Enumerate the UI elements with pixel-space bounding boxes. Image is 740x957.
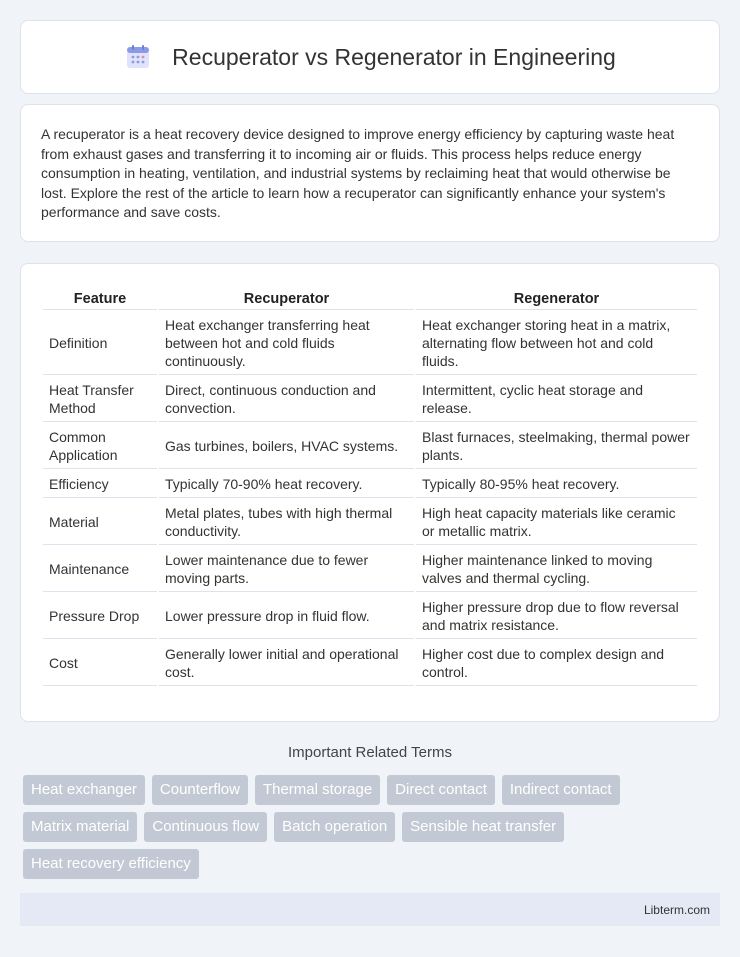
comparison-table: [41, 284, 699, 688]
header-regenerator: Regenerator: [416, 286, 697, 310]
header-feature: Feature: [43, 286, 157, 310]
cell-feature: Material: [43, 500, 157, 545]
cell-feature: Efficiency: [43, 471, 157, 498]
cell-regenerator: Typically 80-95% heat recovery.: [416, 471, 697, 498]
cell-feature: Maintenance: [43, 547, 157, 592]
cell-recuperator: Lower maintenance due to fewer moving parts.: [159, 547, 414, 592]
cell-regenerator: Higher pressure drop due to flow reversal and matrix resistance.: [416, 594, 697, 639]
footer: [20, 893, 720, 926]
cell-recuperator: Metal plates, tubes with high thermal conductivity.: [159, 500, 414, 545]
table-row: [43, 594, 697, 639]
cell-feature: Cost: [43, 641, 157, 686]
cell-regenerator: Blast furnaces, steelmaking, thermal power plants.: [416, 424, 697, 469]
cell-recuperator: Lower pressure drop in fluid flow.: [159, 594, 414, 639]
table-row: [43, 547, 697, 592]
cell-feature: Pressure Drop: [43, 594, 157, 639]
related-term-tag[interactable]: Heat exchanger: [23, 775, 145, 805]
page-title: Recuperator vs Regenerator in Engineering: [172, 43, 616, 70]
table-header-row: [43, 286, 697, 310]
table-row: [43, 641, 697, 686]
cell-recuperator: Heat exchanger transferring heat between hot and cold fluids continuously.: [159, 312, 414, 375]
related-term-tag[interactable]: Thermal storage: [255, 775, 380, 805]
cell-recuperator: Gas turbines, boilers, HVAC systems.: [159, 424, 414, 469]
cell-recuperator: Generally lower initial and operational cost.: [159, 641, 414, 686]
comparison-card: [20, 263, 720, 722]
related-term-tag[interactable]: Heat recovery efficiency: [23, 849, 199, 879]
table-row: [43, 312, 697, 375]
related-term-tag[interactable]: Continuous flow: [144, 812, 267, 842]
related-term-tag[interactable]: Batch operation: [274, 812, 395, 842]
related-term-tag[interactable]: Indirect contact: [502, 775, 620, 805]
table-row: [43, 500, 697, 545]
cell-regenerator: Higher maintenance linked to moving valves and thermal cycling.: [416, 547, 697, 592]
cell-feature: Heat Transfer Method: [43, 377, 157, 422]
related-term-tag[interactable]: Sensible heat transfer: [402, 812, 564, 842]
intro-text: A recuperator is a heat recovery device designed to improve energy efficiency by capturing waste heat from exhaust gases and transferring it to incoming air or fluids. This process helps reduce energy consumption in heating, ventilation, and industrial systems by reclaiming heat that would otherwise be lost. Explore the rest of the article to learn how a recuperator can significantly enhance your system's performance and save costs.: [41, 126, 675, 220]
cell-regenerator: Intermittent, cyclic heat storage and release.: [416, 377, 697, 422]
cell-recuperator: Direct, continuous conduction and convection.: [159, 377, 414, 422]
related-term-tag[interactable]: Counterflow: [152, 775, 248, 805]
cell-regenerator: Higher cost due to complex design and control.: [416, 641, 697, 686]
related-terms-title: Important Related Terms: [288, 744, 452, 761]
footer-site-link[interactable]: Libterm.com: [643, 902, 710, 917]
cell-regenerator: High heat capacity materials like ceramic or metallic matrix.: [416, 500, 697, 545]
title-card: [20, 20, 720, 94]
calendar-grid-icon: [124, 43, 152, 71]
table-row: [43, 471, 697, 498]
table-row: [43, 424, 697, 469]
cell-regenerator: Heat exchanger storing heat in a matrix, alternating flow between hot and cold fluids.: [416, 312, 697, 375]
cell-recuperator: Typically 70-90% heat recovery.: [159, 471, 414, 498]
table-row: [43, 377, 697, 422]
related-terms-list: [23, 775, 723, 879]
cell-feature: Common Application: [43, 424, 157, 469]
header-recuperator: Recuperator: [159, 286, 414, 310]
related-term-tag[interactable]: Direct contact: [387, 775, 495, 805]
related-term-tag[interactable]: Matrix material: [23, 812, 137, 842]
cell-feature: Definition: [43, 312, 157, 375]
intro-card: [20, 104, 720, 242]
